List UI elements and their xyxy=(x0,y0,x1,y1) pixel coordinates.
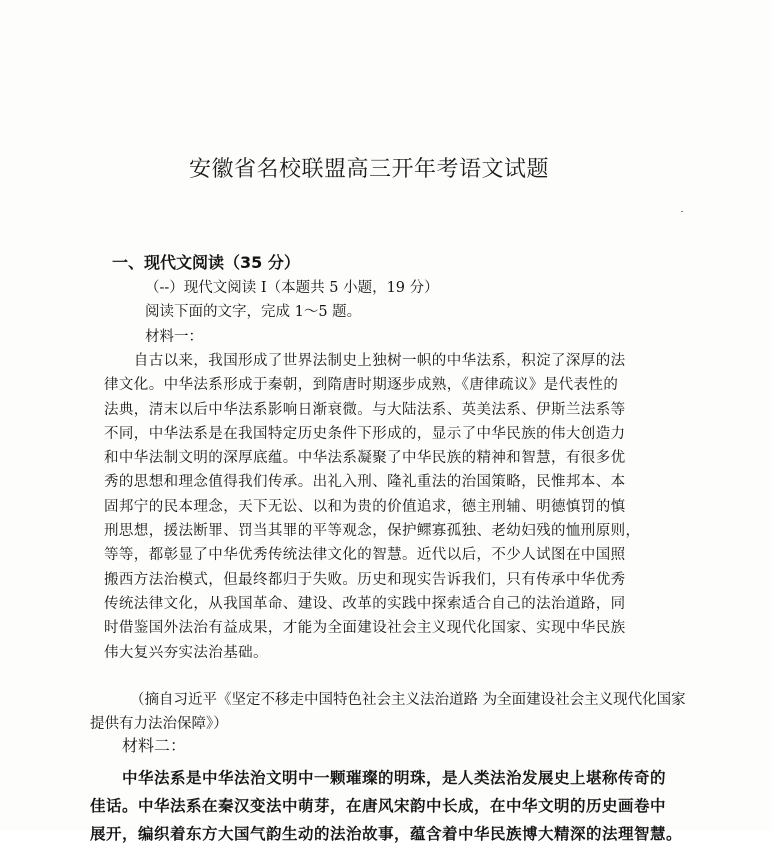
paragraph-line: 秀的思想和理念值得我们传承。出礼入刑、隆礼重法的治国策略，民惟邦本、本 xyxy=(104,474,626,491)
material-one-source xyxy=(90,688,686,736)
paragraph-line: 中华法系是中华法治文明中一颗璀璨的明珠，是人类法治发展史上堪称传奇的 xyxy=(90,768,667,787)
paragraph-line: 伟大复兴夯实法治基础。 xyxy=(104,644,268,661)
paragraph-line: 展开，编织着东方大国气韵生动的法治故事，蕴含着中华民族博大精深的法理智慧。 xyxy=(90,824,683,843)
paragraph-line: 时借鉴国外法治有益成果，才能为全面建设社会主义现代化国家、实现中华民族 xyxy=(104,620,626,637)
material-one-paragraph xyxy=(104,349,666,665)
paragraph-line: 和中华法制文明的深厚底蕴。中华法系凝聚了中华民族的精神和智慧，有很多优 xyxy=(104,450,626,467)
sub-heading: （--）现代文阅读 I（本题共 5 小题，19 分） xyxy=(145,280,439,296)
material-two-label: 材料二： xyxy=(122,736,187,755)
exam-title: 安徽省名校联盟高三开年考语文试题 xyxy=(188,157,549,182)
paragraph-line: 固邦宁的民本理念，天下无讼、以和为贵的价值追求，德主刑辅、明德慎罚的慎 xyxy=(104,498,626,515)
paragraph-line: 等等，都彰显了中华优秀传统法律文化的智慧。近代以后，不少人试图在中国照 xyxy=(104,547,626,564)
paragraph-line: 传统法律文化，从我国革命、建设、改革的实践中探索适合自己的法治道路，同 xyxy=(104,595,626,612)
paragraph-line: 自古以来，我国形成了世界法制史上独树一帜的中华法系，积淀了深厚的法 xyxy=(104,353,626,369)
section-heading: 一、现代文阅读（35 分） xyxy=(112,253,300,272)
reading-instruction: 阅读下面的文字，完成 1～5 题。 xyxy=(145,304,362,320)
material-two-paragraph xyxy=(90,764,683,848)
paragraph-line: 法典，清末以后中华法系影响日渐衰微。与大陆法系、英美法系、伊斯兰法系等 xyxy=(104,401,626,418)
paragraph-line: 不同，中华法系是在我国特定历史条件下形成的，显示了中华民族的伟大创造力 xyxy=(104,425,626,442)
paragraph-line: 佳话。中华法系在秦汉变法中萌芽，在唐风宋韵中长成，在中华文明的历史画卷中 xyxy=(90,796,667,815)
scan-speck xyxy=(681,211,683,212)
paragraph-line: 刑思想，援法断罪、罚当其罪的平等观念，保护鳏寡孤独、老幼妇残的恤刑原则， xyxy=(104,523,641,540)
source-line: 提供有力法治保障》） xyxy=(90,716,228,732)
source-line: （摘自习近平《坚定不移走中国特色社会主义法治道路 为全面建设社会主义现代化国家 xyxy=(130,692,686,708)
paragraph-line: 律文化。中华法系形成于秦朝，到隋唐时期逐步成熟，《唐律疏议》是代表性的 xyxy=(104,377,619,394)
paragraph-line: 搬西方法治模式，但最终都归于失败。历史和现实告诉我们，只有传承中华优秀 xyxy=(104,571,626,588)
material-one-label: 材料一： xyxy=(145,329,203,345)
